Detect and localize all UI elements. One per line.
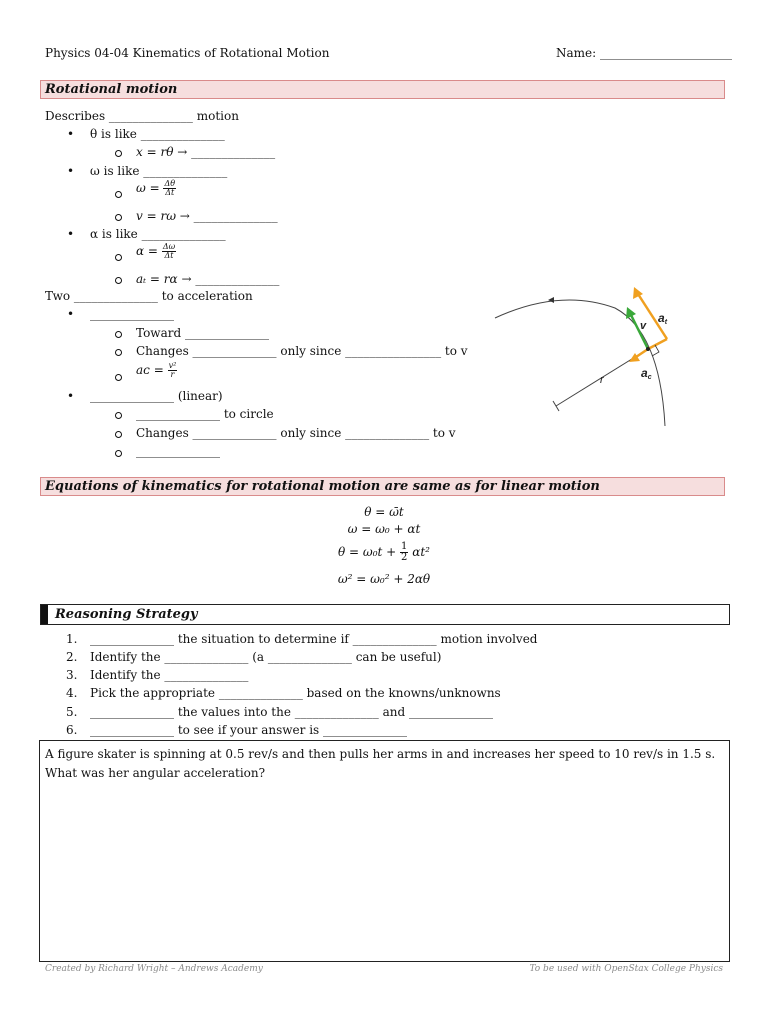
- alpha-is-like-line: α is like ______________: [90, 227, 226, 241]
- step-number: 4.: [66, 686, 78, 700]
- fraction-denominator: Δt: [164, 251, 174, 260]
- section-heading-text: Equations of kinematics for rotational motion are same as for linear motion: [45, 479, 600, 494]
- ac-eq-lhs: aᴄ =: [136, 363, 164, 377]
- worksheet-title: Physics 04-04 Kinematics of Rotational Motion: [45, 46, 330, 60]
- bullet-icon: •: [67, 389, 75, 403]
- sub-bullet-icon: [115, 331, 122, 338]
- ac-arrow-shaft: [636, 349, 648, 357]
- fraction-denominator: Δt: [165, 188, 175, 197]
- sub-bullet-icon: [115, 277, 122, 284]
- alpha-equation: [136, 243, 176, 260]
- step-text: ______________ the values into the ______________ and ______________: [90, 705, 493, 719]
- ac-equation: [136, 362, 177, 379]
- heading-edge-bar: [41, 605, 48, 624]
- footer-credit: Created by Richard Wright – Andrews Academy: [45, 964, 263, 974]
- label-r: r: [600, 374, 604, 386]
- footer-source: To be used with OpenStax College Physics: [529, 964, 723, 974]
- sub-bullet-icon: [115, 214, 122, 221]
- eq3-right: αt²: [412, 545, 430, 559]
- section-heading-equations: [40, 477, 725, 496]
- omega-eq-lhs: ω =: [136, 181, 160, 195]
- sub-bullet-icon: [115, 150, 122, 157]
- eq3-left: θ = ω₀t +: [338, 545, 397, 559]
- sub-bullet-icon: [115, 450, 122, 457]
- equation-theta: [0, 542, 768, 563]
- fraction-numerator: v²: [168, 361, 177, 370]
- label-ac: ac: [641, 366, 652, 381]
- linear-component-line: ______________ (linear): [90, 389, 223, 403]
- arc-direction-arrow-icon: [548, 297, 554, 303]
- circular-motion-diagram: [490, 282, 690, 432]
- toward-line: Toward ______________: [136, 326, 269, 340]
- component-blank-1: ______________: [90, 307, 174, 321]
- sub-bullet-icon: [115, 431, 122, 438]
- equation-omega: ω = ω₀ + αt: [347, 522, 421, 536]
- omega-fraction: [163, 180, 176, 197]
- bullet-icon: •: [67, 307, 75, 321]
- bullet-icon: •: [67, 127, 75, 141]
- circle-arc: [495, 300, 665, 426]
- label-v: v: [640, 320, 647, 332]
- section-heading-text: Reasoning Strategy: [55, 607, 198, 622]
- section-heading-text: Rotational motion: [45, 82, 178, 97]
- section-heading-rotational-motion: [40, 80, 725, 99]
- step-number: 6.: [66, 723, 78, 737]
- step-number: 1.: [66, 632, 78, 646]
- changes-line-2: Changes ______________ only since ______________ to v: [136, 426, 456, 440]
- x-equation: x = rθ → ______________: [136, 145, 276, 159]
- at-arrow-base: [648, 339, 667, 349]
- step-text: Identify the ______________ (a ______________ can be useful): [90, 650, 442, 664]
- radius-end-tick: [553, 401, 559, 411]
- sub-bullet-icon: [115, 349, 122, 356]
- step-number: 2.: [66, 650, 78, 664]
- bullet-icon: •: [67, 164, 75, 178]
- step-number: 3.: [66, 668, 78, 682]
- describes-line: Describes ______________ motion: [45, 109, 239, 123]
- fraction-numerator: Δω: [162, 242, 176, 251]
- blank-sub-line: ______________: [136, 444, 220, 458]
- ac-fraction: [168, 362, 178, 379]
- fraction-denominator: r: [170, 370, 175, 379]
- sub-bullet-icon: [115, 412, 122, 419]
- step-text: ______________ the situation to determine if ______________ motion involved: [90, 632, 538, 646]
- half-fraction: [400, 542, 408, 563]
- label-at: at: [658, 311, 668, 326]
- omega-equation: [136, 180, 176, 197]
- sub-bullet-icon: [115, 254, 122, 261]
- name-field-label: Name: ______________________: [556, 46, 732, 60]
- sub-bullet-icon: [115, 374, 122, 381]
- changes-line-1: Changes ______________ only since ________________ to v: [136, 344, 468, 358]
- v-equation: v = rω → ______________: [136, 209, 278, 223]
- alpha-eq-lhs: α =: [136, 244, 158, 258]
- step-text: Identify the ______________: [90, 668, 249, 682]
- theta-is-like-line: θ is like ______________: [90, 127, 225, 141]
- equation-omega-squared: ω² = ω₀² + 2αθ: [337, 572, 431, 586]
- section-heading-reasoning-strategy: [40, 604, 730, 625]
- to-circle-line: ______________ to circle: [136, 407, 274, 421]
- alpha-fraction: [162, 243, 176, 260]
- step-text: ______________ to see if your answer is ______________: [90, 723, 408, 737]
- omega-is-like-line: ω is like ______________: [90, 164, 228, 178]
- fraction-numerator: 1: [401, 541, 408, 552]
- step-text: Pick the appropriate ______________ based on the knowns/unknowns: [90, 686, 501, 700]
- sub-bullet-icon: [115, 191, 122, 198]
- step-number: 5.: [66, 705, 78, 719]
- two-components-line: Two ______________ to acceleration: [45, 289, 253, 303]
- particle-dot: [646, 347, 650, 351]
- fraction-denominator: 2: [401, 552, 408, 563]
- fraction-numerator: Δθ: [164, 179, 176, 188]
- bullet-icon: •: [67, 227, 75, 241]
- problem-box: [39, 740, 730, 962]
- equation-theta-omega-bar: θ = ω̄t: [364, 505, 404, 519]
- problem-text: A figure skater is spinning at 0.5 rev/s and then pulls her arms in and increases her speed to 10 rev/s in 1.5 s. What was her angular acceleration?: [45, 747, 716, 780]
- at-equation: aₜ = rα → ______________: [136, 272, 280, 286]
